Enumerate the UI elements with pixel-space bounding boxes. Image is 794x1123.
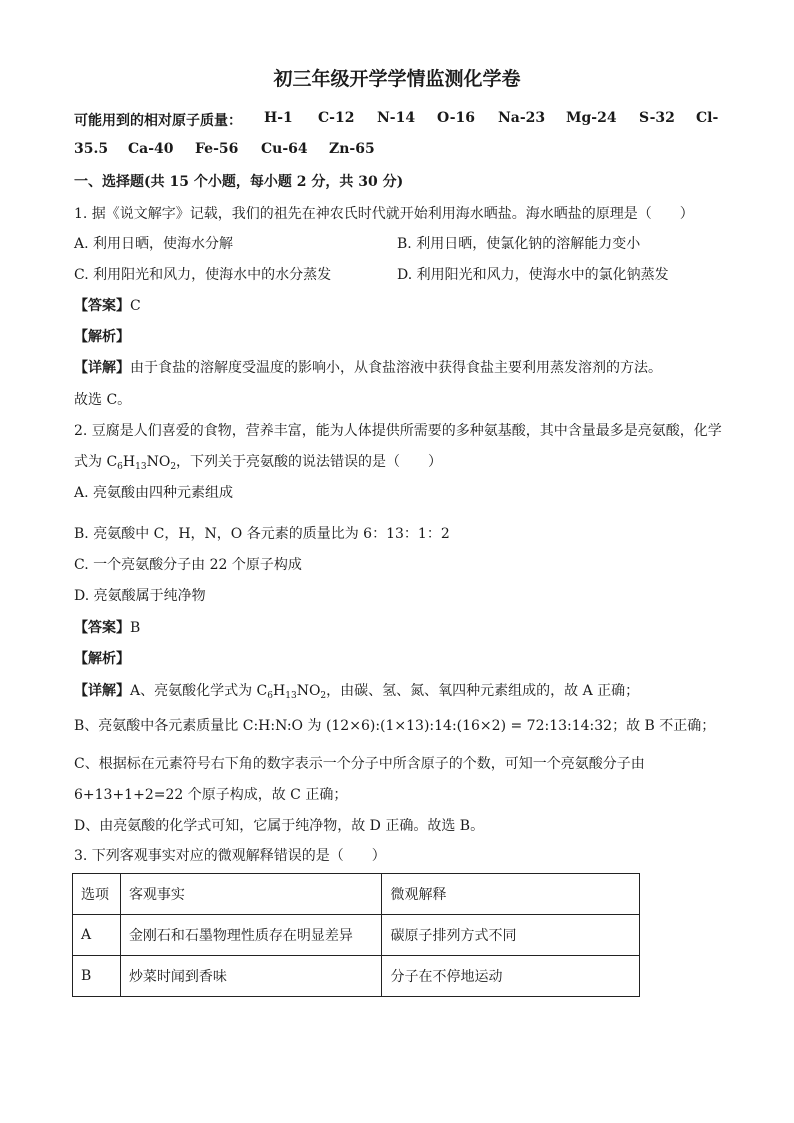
atomic-mass-item: Ca-40 bbox=[128, 141, 174, 157]
answer-value: B bbox=[130, 620, 141, 636]
table-cell: 炒菜时闻到香味 bbox=[120, 956, 382, 997]
table-header-cell: 客观事实 bbox=[120, 874, 382, 915]
atomic-mass-item: Cl- bbox=[696, 110, 719, 126]
atomic-mass-item: Fe-56 bbox=[195, 141, 239, 157]
atomic-mass-item: C-12 bbox=[318, 110, 355, 126]
table-cell: B bbox=[73, 956, 121, 997]
q1-option-b: B. 利用日晒，使氯化钠的溶解能力变小 bbox=[397, 236, 641, 252]
page-title: 初三年级开学学情监测化学卷 bbox=[273, 68, 521, 90]
atomic-mass-item: O-16 bbox=[437, 110, 476, 126]
q1-answer bbox=[74, 296, 141, 316]
q2-analysis-label: 【解析】 bbox=[74, 651, 130, 667]
atomic-mass-item: Zn-65 bbox=[329, 141, 375, 157]
atomic-mass-label: 可能用到的相对原子质量： bbox=[74, 113, 242, 129]
q2-detail-d: D、由亮氨酸的化学式可知，它属于纯净物，故 D 正确。故选 B。 bbox=[74, 818, 485, 834]
table-cell: 金刚石和石墨物理性质存在明显差异 bbox=[120, 915, 382, 956]
q1-option-d: D. 利用阳光和风力，使海水中的氯化钠蒸发 bbox=[397, 267, 669, 283]
atomic-mass-item: Na-23 bbox=[498, 110, 546, 126]
q1-conclusion: 故选 C。 bbox=[74, 392, 132, 408]
table-header-cell: 选项 bbox=[73, 874, 121, 915]
q1-detail bbox=[74, 358, 662, 378]
atomic-mass-item: Cu-64 bbox=[261, 141, 308, 157]
section-heading: 一、选择题(共 15 个小题，每小题 2 分，共 30 分) bbox=[74, 174, 404, 190]
q3-table bbox=[72, 873, 640, 997]
q1-analysis-label: 【解析】 bbox=[74, 329, 130, 345]
answer-label: 【答案】 bbox=[74, 298, 130, 314]
atomic-mass-item: S-32 bbox=[639, 110, 675, 126]
stem-pre: 式为 C bbox=[74, 454, 118, 470]
q2-detail-c1: C、根据标在元素符号右下角的数字表示一个分子中所含原子的个数，可知一个亮氨酸分子由 bbox=[74, 756, 645, 772]
q2-detail-b: B、亮氨酸中各元素质量比 C:H:N:O 为 (12×6):(1×13):14:(16×2) = 72:13:14:32；故 B 不正确； bbox=[74, 718, 716, 734]
detail-label: 【详解】 bbox=[74, 360, 130, 376]
q2-detail-c2: 6+13+1+2=22 个原子构成，故 C 正确； bbox=[74, 787, 348, 803]
table-header-row bbox=[73, 874, 640, 915]
atomic-mass-item: Mg-24 bbox=[566, 110, 617, 126]
detail-a-pre: A、亮氨酸化学式为 C bbox=[130, 683, 268, 699]
q2-answer bbox=[74, 618, 140, 638]
stem-post: ，下列关于亮氨酸的说法错误的是（ ） bbox=[176, 454, 443, 470]
table-cell: 碳原子排列方式不同 bbox=[382, 915, 640, 956]
answer-value: C bbox=[130, 298, 141, 314]
table-cell: A bbox=[73, 915, 121, 956]
q3-stem: 3. 下列客观事实对应的微观解释错误的是（ ） bbox=[74, 848, 386, 864]
q2-option-b: B. 亮氨酸中 C，H，N，O 各元素的质量比为 6：13：1：2 bbox=[74, 526, 450, 542]
detail-text: 由于食盐的溶解度受温度的影响小，从食盐溶液中获得食盐主要利用蒸发溶剂的方法。 bbox=[130, 360, 662, 376]
answer-label: 【答案】 bbox=[74, 620, 130, 636]
q2-stem-line1: 2. 豆腐是人们喜爱的食物，营养丰富，能为人体提供所需要的多种氨基酸，其中含量最多是亮氨酸，化学 bbox=[74, 423, 722, 439]
q2-option-a: A. 亮氨酸由四种元素组成 bbox=[74, 485, 234, 501]
table-header-cell: 微观解释 bbox=[382, 874, 640, 915]
q1-option-c: C. 利用阳光和风力，使海水中的水分蒸发 bbox=[74, 267, 332, 283]
table-row bbox=[73, 915, 640, 956]
q2-option-d: D. 亮氨酸属于纯净物 bbox=[74, 588, 206, 604]
q1-stem: 1. 据《说文解字》记载，我们的祖先在神农氏时代就开始利用海水晒盐。海水晒盐的原理是（ ） bbox=[74, 206, 694, 222]
atomic-mass-item: N-14 bbox=[377, 110, 416, 126]
q1-option-a: A. 利用日晒，使海水分解 bbox=[74, 236, 234, 252]
table-cell: 分子在不停地运动 bbox=[382, 956, 640, 997]
atomic-mass-item: H-1 bbox=[264, 110, 293, 126]
q2-option-c: C. 一个亮氨酸分子由 22 个原子构成 bbox=[74, 557, 302, 573]
table-row bbox=[73, 956, 640, 997]
q2-detail-a: 【详解】A、亮氨酸化学式为 $C_6H_{13}NO_2$，由碳、氢、氮、氧四种元素组成的，故 A 正确； bbox=[74, 683, 640, 701]
atomic-mass-item: 35.5 bbox=[74, 141, 109, 157]
q2-stem-line2: 式为 $C_6H_{13}NO_2$，下列关于亮氨酸的说法错误的是（ ） bbox=[74, 454, 443, 472]
detail-label: 【详解】 bbox=[74, 683, 130, 699]
detail-a-post: ，由碳、氢、氮、氧四种元素组成的，故 A 正确； bbox=[326, 683, 640, 699]
